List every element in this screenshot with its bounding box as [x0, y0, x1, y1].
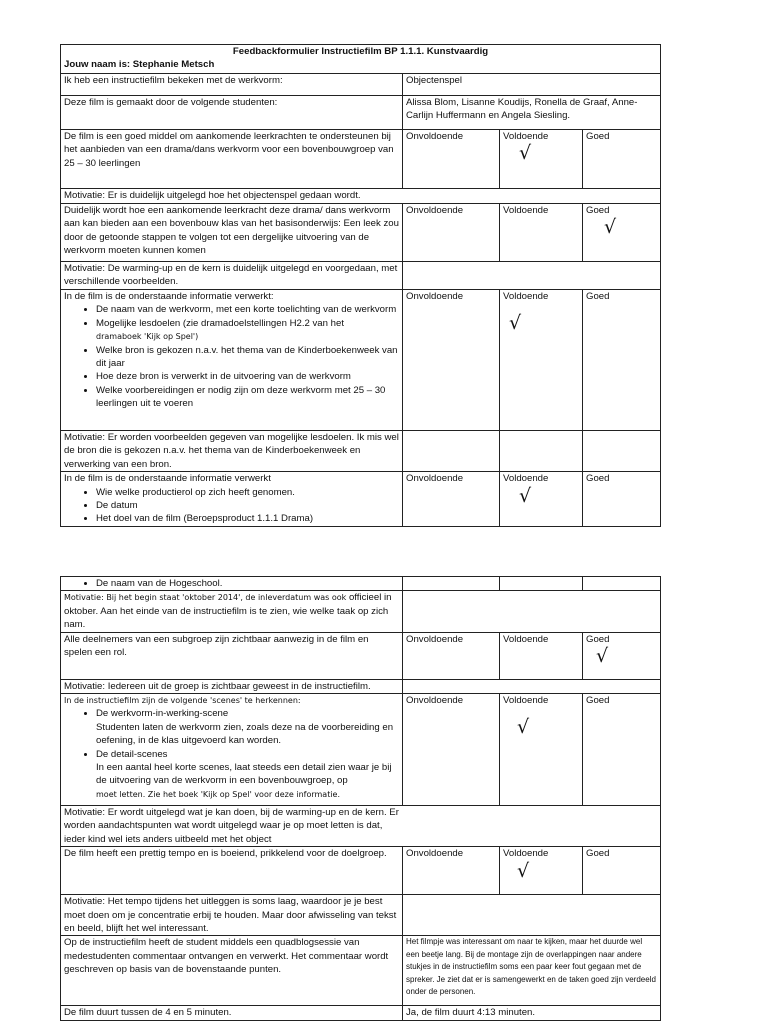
form-header [61, 45, 661, 74]
list-item: • Welke voorbereidingen er nodig zijn om deze werkvorm met 25 – 30 leerlingen uit te voeren [96, 384, 399, 411]
empty-cell [500, 577, 583, 591]
criterion-7-question: De film heeft een prettig tempo en is boeiend, prikkelend voor de doelgroep. [61, 847, 403, 895]
list-item: • De datum [96, 499, 399, 512]
criterion-3-motivation: Motivatie: Er worden voorbeelden gegeven van mogelijke lesdoelen. Ik mis wel de bron die is gekozen n.a.v. het thema van de Kinderboekenweek en verwerking van een bron. [61, 431, 403, 472]
list-item: • De werkvorm-in-werking-scene Studenten laten de werkvorm zien, zoals deze na de voorbereiding en oefening, in de klas uitgevoerd kan worden. [96, 707, 399, 747]
criterion-1-question: De film is een goed middel om aankomende leerkrachten te ondersteunen bij het aanbieden van een drama/dans werkvorm voor een bovenbouwgroep van 25 – 30 leerlingen [61, 130, 403, 189]
checkmark-icon: √ [519, 142, 532, 165]
rating-sufficient: Voldoende [500, 204, 583, 262]
rating-insufficient: Onvoldoende [403, 694, 500, 806]
rating-insufficient: Onvoldoende [403, 130, 500, 189]
empty-cell [403, 895, 661, 936]
criterion-9-answer: Ja, de film duurt 4:13 minuten. [403, 1006, 661, 1020]
students-question: Deze film is gemaakt door de volgende studenten: [61, 96, 403, 130]
film-form-question: Ik heb een instructiefilm bekeken met de werkvorm: [61, 74, 403, 96]
rating-good: Goed [583, 694, 661, 806]
empty-cell [403, 679, 661, 693]
criterion-5-motivation: Motivatie: Iedereen uit de groep is zichtbaar geweest in de instructiefilm. [61, 679, 403, 693]
criterion-4-list [64, 486, 399, 526]
criterion-3-question: In de film is de onderstaande informatie verwerkt: • De naam van de werkvorm, met een korte toelichting van de werkvorm • Mogelijke lesdoelen (zie dramadoelstellingen H2.2 van het dramaboek 'Kijk op Spel') • Welke bron is gekozen n.a.v. het thema van de Kinderboekenweek van dit jaar • Hoe deze bron is verwerkt in de uitvoering van de werkvorm • Welke voorbereidingen er nodig zijn om deze werkvorm met 25 – 30 leerlingen uit te voeren [61, 290, 403, 431]
checkmark-icon: √ [517, 716, 530, 739]
list-item: • Het doel van de film (Beroepsproduct 1.1.1 Drama) [96, 512, 399, 525]
checkmark-icon: √ [517, 859, 530, 882]
rating-insufficient: Onvoldoende [403, 847, 500, 895]
checkmark-icon: √ [604, 216, 617, 239]
empty-cell [403, 431, 500, 472]
criterion-3-list [64, 303, 399, 410]
criterion-6-question: In de instructiefilm zijn de volgende 'scenes' te herkennen: • De werkvorm-in-werking-scene Studenten laten de werkvorm zien, zoals deze na de voorbereiding en oefening, in de klas uitgevoerd kan worden. • De detail-scenes In een aantal heel korte scenes, laat steeds een detail zien waar je bij de uitvoering van de werkvorm in een bovenbouwgroep, op moet letten. Zie het boek 'Kijk op Spel' voor deze informatie. [61, 694, 403, 806]
empty-cell [403, 262, 661, 290]
rating-insufficient: Onvoldoende [403, 290, 500, 431]
rating-good: Goed [583, 472, 661, 527]
form-title: Feedbackformulier Instructiefilm BP 1.1.1. Kunstvaardig [232, 46, 489, 57]
film-form-answer: Objectenspel [403, 74, 661, 96]
empty-cell [403, 577, 500, 591]
criterion-9-question: De film duurt tussen de 4 en 5 minuten. [61, 1006, 403, 1020]
rating-sufficient: Voldoende √ [500, 130, 583, 189]
criterion-4-continued [61, 577, 403, 591]
feedback-form-page-2 [60, 576, 660, 1021]
empty-cell [403, 591, 661, 632]
empty-cell [500, 431, 583, 472]
empty-cell [583, 431, 661, 472]
rating-good: Goed √ [583, 632, 661, 679]
criterion-4-question: In de film is de onderstaande informatie verwerkt • Wie welke productierol op zich heeft genomen. • De datum • Het doel van de film (Beroepsproduct 1.1.1 Drama) [61, 472, 403, 527]
rating-good: Goed [583, 847, 661, 895]
rating-good: Goed √ [583, 204, 661, 262]
criterion-6-list [64, 707, 399, 801]
checkmark-icon: √ [596, 645, 609, 668]
rating-good: Goed [583, 130, 661, 189]
rating-insufficient: Onvoldoende [403, 472, 500, 527]
list-item: • Hoe deze bron is verwerkt in de uitvoering van de werkvorm [96, 370, 399, 383]
student-name: Jouw naam is: Stephanie Metsch [64, 59, 215, 71]
rating-sufficient: Voldoende [500, 632, 583, 679]
criterion-4-motivation: Motivatie: Bij het begin staat 'oktober 2014', de inleverdatum was ook officieel in oktober. Aan het einde van de instructiefilm is te zien, wie welke taak op zich nam. [61, 591, 403, 632]
criterion-1-motivation: Motivatie: Er is duidelijk uitgelegd hoe het objectenspel gedaan wordt. [61, 189, 661, 204]
feedback-form-page-1 [60, 44, 660, 527]
rating-insufficient: Onvoldoende [403, 632, 500, 679]
list-item: • De naam van de Hogeschool. [96, 577, 399, 590]
list-item: • De naam van de werkvorm, met een korte toelichting van de werkvorm [96, 303, 399, 316]
list-item: • Welke bron is gekozen n.a.v. het thema van de Kinderboekenweek van dit jaar [96, 344, 399, 371]
rating-sufficient: Voldoende √ [500, 472, 583, 527]
empty-cell [583, 577, 661, 591]
rating-sufficient: Voldoende √ [500, 847, 583, 895]
checkmark-icon: √ [519, 484, 532, 507]
list-item: • Mogelijke lesdoelen (zie dramadoelstellingen H2.2 van het dramaboek 'Kijk op Spel') [96, 317, 399, 344]
rating-good: Goed [583, 290, 661, 431]
criterion-2-question: Duidelijk wordt hoe een aankomende leerkracht deze drama/ dans werkvorm aan kan bieden aan een bovenbouw klas van het basisonderwijs: Een leek zou door de getoonde stappen te volgen tot een dergelijke uitvoering van de werkvorm moeten kunnen komen [61, 204, 403, 262]
criterion-2-motivation: Motivatie: De warming-up en de kern is duidelijk uitgelegd en voorgedaan, met verschillende voorbeelden. [61, 262, 403, 290]
criterion-6-motivation: Motivatie: Er wordt uitgelegd wat je kan doen, bij de warming-up en de kern. Er worden aandachtspunten wat wordt uitgelegd waar je op moet letten is dat, ieder kind wel iets anders uitbeeld met het object [61, 806, 661, 847]
list-item: • Wie welke productierol op zich heeft genomen. [96, 486, 399, 499]
criterion-8-answer: Het filmpje was interessant om naar te kijken, maar het duurde wel een beetje lang. Bij de montage zijn de overlappingen naar andere stukjes in de instructiefilm soms een paar keer fout gegaan met de spreker. Je ziet dat er is samengewerkt en de taken goed zijn verdeeld onder de personen. [403, 936, 661, 1006]
rating-sufficient: Voldoende √ [500, 290, 583, 431]
criterion-5-question: Alle deelnemers van een subgroep zijn zichtbaar aanwezig in de film en spelen een rol. [61, 632, 403, 679]
checkmark-icon: √ [509, 312, 522, 335]
list-item: • De detail-scenes In een aantal heel korte scenes, laat steeds een detail zien waar je bij de uitvoering van de werkvorm in een bovenbouwgroep, op moet letten. Zie het boek 'Kijk op Spel' voor deze informatie. [96, 748, 399, 802]
rating-sufficient: Voldoende √ [500, 694, 583, 806]
criterion-7-motivation: Motivatie: Het tempo tijdens het uitleggen is soms laag, waardoor je je best moet doen om je concentratie erbij te houden. Maar door afwisseling van tekst en beeld, blijft het wel interessant. [61, 895, 403, 936]
criterion-8-question: Op de instructiefilm heeft de student middels een quadblogsessie van medestudenten commentaar ontvangen en verwerkt. Het commentaar wordt geschreven op basis van de bovenstaande punten. [61, 936, 403, 1006]
rating-insufficient: Onvoldoende [403, 204, 500, 262]
students-answer: Alissa Blom, Lisanne Koudijs, Ronella de Graaf, Anne-Carlijn Huffermann en Angela Siesling. [403, 96, 661, 130]
